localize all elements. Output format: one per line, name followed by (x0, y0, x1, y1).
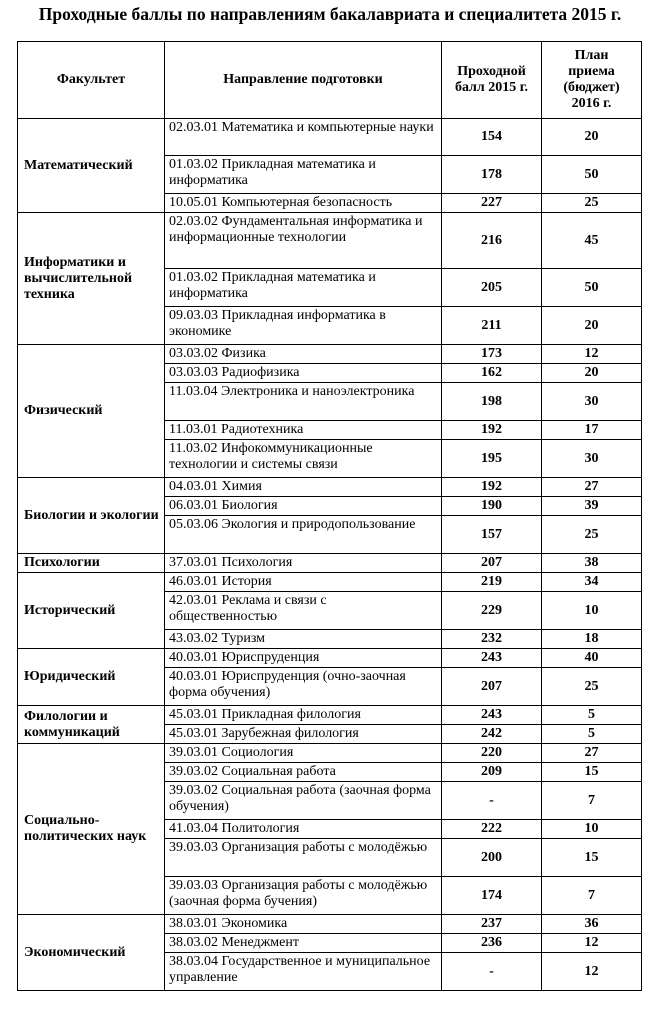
table-row (18, 478, 642, 497)
direction-cell: 43.03.02 Туризм (165, 630, 442, 649)
plan-cell: 15 (542, 839, 642, 877)
direction-cell: 37.03.01 Психология (165, 554, 442, 573)
plan-cell: 20 (542, 364, 642, 383)
direction-cell: 39.03.02 Социальная работа (заочная форма обучения) (165, 782, 442, 820)
direction-cell: 10.05.01 Компьютерная безопасность (165, 194, 442, 213)
score-cell: 236 (442, 934, 542, 953)
plan-cell: 30 (542, 383, 642, 421)
direction-cell: 06.03.01 Биология (165, 497, 442, 516)
direction-cell: 40.03.01 Юриспруденция (165, 649, 442, 668)
plan-cell: 12 (542, 345, 642, 364)
score-cell: 243 (442, 706, 542, 725)
faculty-cell: Юридический (18, 649, 165, 706)
faculty-cell: Экономический (18, 915, 165, 991)
header-direction: Направление подготовки (165, 42, 442, 119)
direction-cell: 09.03.03 Прикладная информатика в экономике (165, 307, 442, 345)
score-cell: 162 (442, 364, 542, 383)
plan-cell: 15 (542, 763, 642, 782)
score-cell: 242 (442, 725, 542, 744)
table-row (18, 649, 642, 668)
direction-cell: 42.03.01 Реклама и связи с общественностью (165, 592, 442, 630)
direction-cell: 11.03.04 Электроника и наноэлектроника (165, 383, 442, 421)
score-cell: 222 (442, 820, 542, 839)
direction-cell: 05.03.06 Экология и природопользование (165, 516, 442, 554)
plan-cell: 25 (542, 194, 642, 213)
score-cell: 198 (442, 383, 542, 421)
plan-cell: 50 (542, 156, 642, 194)
plan-cell: 25 (542, 668, 642, 706)
plan-cell: 17 (542, 421, 642, 440)
score-cell: 229 (442, 592, 542, 630)
direction-cell: 01.03.02 Прикладная математика и информатика (165, 156, 442, 194)
direction-cell: 39.03.02 Социальная работа (165, 763, 442, 782)
direction-cell: 04.03.01 Химия (165, 478, 442, 497)
plan-cell: 45 (542, 213, 642, 269)
page-title: Проходные баллы по направлениям бакалавриата и специалитета 2015 г. (38, 4, 622, 24)
score-cell: 211 (442, 307, 542, 345)
score-cell: 237 (442, 915, 542, 934)
plan-cell: 27 (542, 744, 642, 763)
score-cell: - (442, 782, 542, 820)
table-row (18, 554, 642, 573)
direction-cell: 39.03.03 Организация работы с молодёжью (заочная форма бучения) (165, 877, 442, 915)
plan-cell: 50 (542, 269, 642, 307)
direction-cell: 39.03.01 Социология (165, 744, 442, 763)
faculty-cell: Исторический (18, 573, 165, 649)
table-row (18, 915, 642, 934)
direction-cell: 02.03.01 Математика и компьютерные науки (165, 119, 442, 156)
direction-cell: 11.03.01 Радиотехника (165, 421, 442, 440)
faculty-cell: Физический (18, 345, 165, 478)
direction-cell: 39.03.03 Организация работы с молодёжью (165, 839, 442, 877)
plan-cell: 30 (542, 440, 642, 478)
plan-cell: 36 (542, 915, 642, 934)
score-cell: 154 (442, 119, 542, 156)
header-faculty: Факультет (18, 42, 165, 119)
plan-cell: 20 (542, 119, 642, 156)
score-cell: 219 (442, 573, 542, 592)
table-row (18, 119, 642, 156)
score-cell: 220 (442, 744, 542, 763)
score-cell: 227 (442, 194, 542, 213)
plan-cell: 27 (542, 478, 642, 497)
score-cell: 207 (442, 668, 542, 706)
score-cell: 174 (442, 877, 542, 915)
table-row (18, 706, 642, 725)
plan-cell: 39 (542, 497, 642, 516)
admission-scores-table (17, 41, 642, 991)
score-cell: 200 (442, 839, 542, 877)
plan-cell: 38 (542, 554, 642, 573)
direction-cell: 45.03.01 Зарубежная филология (165, 725, 442, 744)
direction-cell: 40.03.01 Юриспруденция (очно-заочная форма обучения) (165, 668, 442, 706)
direction-cell: 38.03.01 Экономика (165, 915, 442, 934)
plan-cell: 7 (542, 782, 642, 820)
plan-cell: 10 (542, 820, 642, 839)
score-cell: 216 (442, 213, 542, 269)
plan-cell: 34 (542, 573, 642, 592)
score-cell: 157 (442, 516, 542, 554)
plan-cell: 5 (542, 725, 642, 744)
plan-cell: 7 (542, 877, 642, 915)
faculty-cell: Филологии и коммуникаций (18, 706, 165, 744)
plan-cell: 5 (542, 706, 642, 725)
score-cell: 195 (442, 440, 542, 478)
direction-cell: 11.03.02 Инфокоммуникационные технологии и системы связи (165, 440, 442, 478)
header-plan: План приема (бюджет) 2016 г. (542, 42, 642, 119)
table-header-row (18, 42, 642, 119)
faculty-cell: Психологии (18, 554, 165, 573)
direction-cell: 03.03.03 Радиофизика (165, 364, 442, 383)
direction-cell: 45.03.01 Прикладная филология (165, 706, 442, 725)
score-cell: 205 (442, 269, 542, 307)
plan-cell: 10 (542, 592, 642, 630)
score-cell: 232 (442, 630, 542, 649)
faculty-cell: Биологии и экологии (18, 478, 165, 554)
table-row (18, 573, 642, 592)
direction-cell: 03.03.02 Физика (165, 345, 442, 364)
plan-cell: 20 (542, 307, 642, 345)
score-cell: 209 (442, 763, 542, 782)
table-row (18, 744, 642, 763)
score-cell: 178 (442, 156, 542, 194)
plan-cell: 25 (542, 516, 642, 554)
score-cell: - (442, 953, 542, 991)
faculty-cell: Информатики и вычислительной техника (18, 213, 165, 345)
score-cell: 243 (442, 649, 542, 668)
score-cell: 192 (442, 478, 542, 497)
direction-cell: 01.03.02 Прикладная математика и информатика (165, 269, 442, 307)
direction-cell: 46.03.01 История (165, 573, 442, 592)
plan-cell: 12 (542, 953, 642, 991)
direction-cell: 38.03.02 Менеджмент (165, 934, 442, 953)
faculty-cell: Математический (18, 119, 165, 213)
direction-cell: 41.03.04 Политология (165, 820, 442, 839)
table-row (18, 213, 642, 269)
plan-cell: 40 (542, 649, 642, 668)
table-row (18, 345, 642, 364)
direction-cell: 02.03.02 Фундаментальная информатика и информационные технологии (165, 213, 442, 269)
score-cell: 190 (442, 497, 542, 516)
score-cell: 173 (442, 345, 542, 364)
score-cell: 207 (442, 554, 542, 573)
faculty-cell: Социально-политических наук (18, 744, 165, 915)
table-body (18, 119, 642, 991)
score-cell: 192 (442, 421, 542, 440)
direction-cell: 38.03.04 Государственное и муниципальное управление (165, 953, 442, 991)
header-score: Проходной балл 2015 г. (442, 42, 542, 119)
plan-cell: 12 (542, 934, 642, 953)
plan-cell: 18 (542, 630, 642, 649)
